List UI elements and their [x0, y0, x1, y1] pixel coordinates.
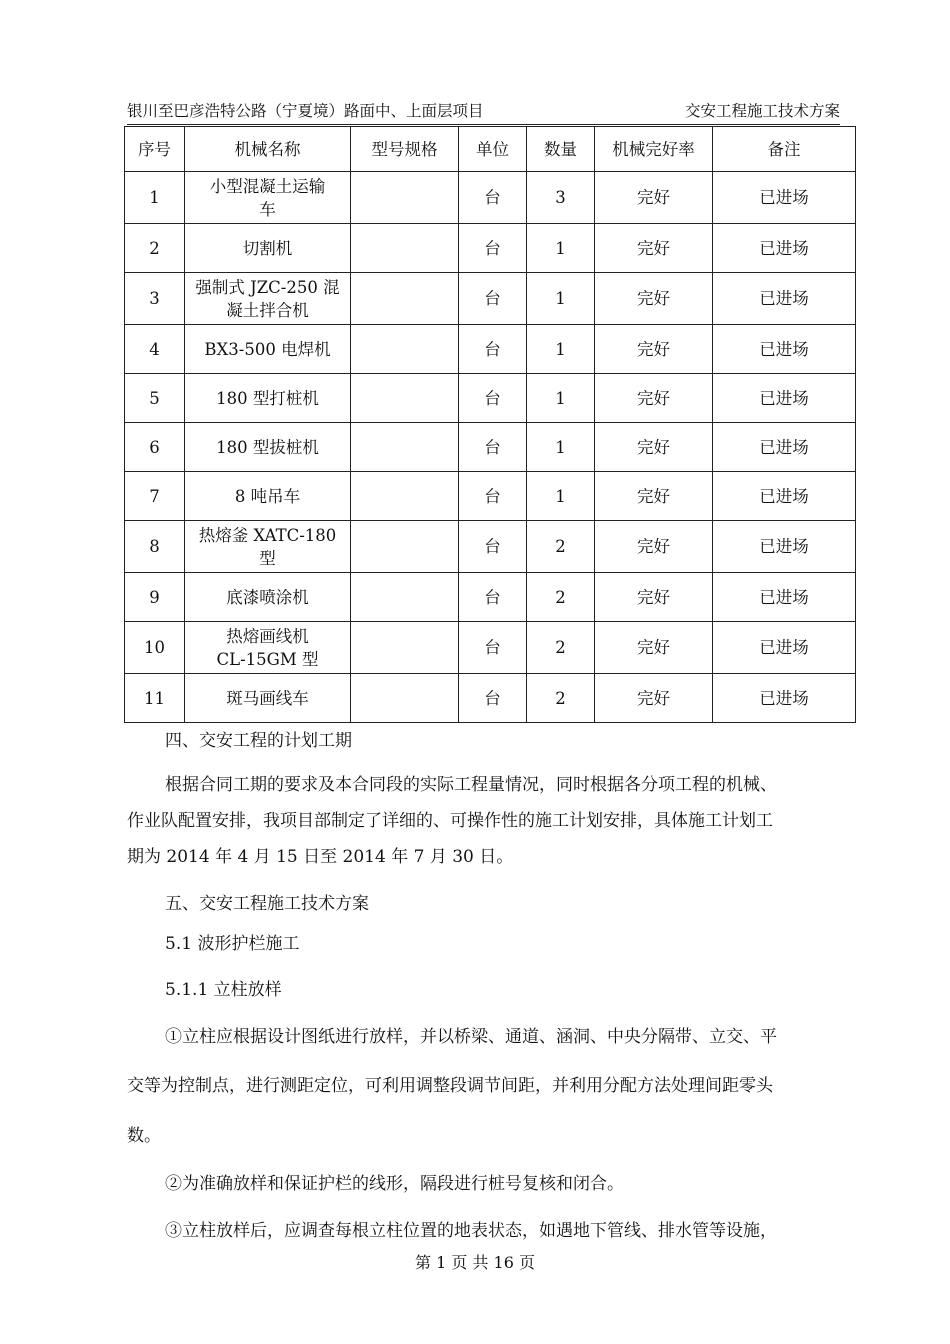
table-row	[125, 622, 856, 674]
cell-name	[185, 622, 351, 674]
table-row	[125, 674, 856, 723]
cell-no: 4	[125, 325, 185, 374]
col-header-unit: 单位	[459, 127, 527, 172]
table-header-row	[125, 127, 856, 172]
cell-name	[185, 273, 351, 325]
cell-spec	[351, 472, 459, 521]
cell-unit: 台	[459, 674, 527, 723]
cell-unit: 台	[459, 374, 527, 423]
col-header-name: 机械名称	[185, 127, 351, 172]
cell-rate: 完好	[595, 472, 713, 521]
cell-qty: 1	[527, 273, 595, 325]
cell-name-line: 强制式 JZC-250 混	[195, 277, 340, 297]
cell-unit: 台	[459, 573, 527, 622]
col-header-qty: 数量	[527, 127, 595, 172]
cell-rate: 完好	[595, 325, 713, 374]
cell-spec	[351, 622, 459, 674]
cell-no: 1	[125, 172, 185, 224]
table-row	[125, 273, 856, 325]
cell-name-line: 180 型打桩机	[216, 388, 319, 408]
table-row	[125, 423, 856, 472]
cell-rate: 完好	[595, 573, 713, 622]
cell-unit: 台	[459, 273, 527, 325]
cell-name-line: 型	[259, 548, 276, 568]
cell-name-line: 热熔画线机	[226, 626, 309, 646]
cell-qty: 2	[527, 674, 595, 723]
cell-unit: 台	[459, 472, 527, 521]
cell-note: 已进场	[713, 172, 856, 224]
item-1-line-1: ①立柱应根据设计图纸进行放样，并以桥梁、通道、涵洞、中央分隔带、立交、平	[165, 1027, 777, 1047]
col-header-spec: 型号规格	[351, 127, 459, 172]
header-document-title: 交安工程施工技术方案	[684, 102, 840, 120]
cell-no: 11	[125, 674, 185, 723]
cell-note: 已进场	[713, 674, 856, 723]
cell-spec	[351, 674, 459, 723]
cell-name-line: CL-15GM 型	[216, 649, 319, 669]
cell-name-line: 小型混凝土运输	[209, 176, 326, 196]
cell-name	[185, 172, 351, 224]
header-project-title: 银川至巴彦浩特公路（宁夏境）路面中、上面层项目	[127, 102, 484, 120]
table-row	[125, 472, 856, 521]
cell-spec	[351, 224, 459, 273]
cell-no: 9	[125, 573, 185, 622]
cell-unit: 台	[459, 622, 527, 674]
cell-note: 已进场	[713, 423, 856, 472]
cell-unit: 台	[459, 423, 527, 472]
cell-name	[185, 674, 351, 723]
subsection-5-1-1: 5.1.1 立柱放样	[165, 980, 282, 1000]
cell-rate: 完好	[595, 224, 713, 273]
cell-qty: 2	[527, 573, 595, 622]
cell-name-line: 180 型拔桩机	[216, 437, 319, 457]
cell-rate: 完好	[595, 374, 713, 423]
cell-name	[185, 573, 351, 622]
page-header	[127, 98, 840, 125]
section-5-title: 五、交安工程施工技术方案	[165, 894, 369, 914]
section-4-para-line-3: 期为 2014 年 4 月 15 日至 2014 年 7 月 30 日。	[127, 847, 514, 867]
cell-name-line: 车	[259, 199, 276, 219]
cell-name-line: 8 吨吊车	[234, 486, 301, 506]
page-footer: 第 1 页 共 16 页	[415, 1253, 535, 1272]
cell-unit: 台	[459, 172, 527, 224]
col-header-note: 备注	[713, 127, 856, 172]
cell-rate: 完好	[595, 674, 713, 723]
cell-qty: 1	[527, 472, 595, 521]
cell-note: 已进场	[713, 374, 856, 423]
cell-name-line: 斑马画线车	[226, 688, 309, 708]
cell-name-line: BX3-500 电焊机	[204, 339, 331, 359]
item-1-line-3: 数。	[127, 1126, 161, 1146]
cell-note: 已进场	[713, 325, 856, 374]
cell-qty: 2	[527, 622, 595, 674]
cell-qty: 3	[527, 172, 595, 224]
table-row	[125, 224, 856, 273]
cell-note: 已进场	[713, 573, 856, 622]
cell-name	[185, 325, 351, 374]
cell-note: 已进场	[713, 472, 856, 521]
cell-name	[185, 224, 351, 273]
cell-qty: 1	[527, 423, 595, 472]
table-row	[125, 521, 856, 573]
cell-rate: 完好	[595, 622, 713, 674]
cell-no: 3	[125, 273, 185, 325]
item-1-line-2: 交等为控制点，进行测距定位，可利用调整段调节间距，并利用分配方法处理间距零头	[127, 1076, 773, 1096]
col-header-no: 序号	[125, 127, 185, 172]
table-row	[125, 573, 856, 622]
col-header-rate: 机械完好率	[595, 127, 713, 172]
cell-no: 10	[125, 622, 185, 674]
cell-name	[185, 374, 351, 423]
table-row	[125, 374, 856, 423]
cell-unit: 台	[459, 325, 527, 374]
cell-note: 已进场	[713, 273, 856, 325]
cell-unit: 台	[459, 521, 527, 573]
section-4-title: 四、交安工程的计划工期	[165, 731, 352, 751]
cell-qty: 2	[527, 521, 595, 573]
cell-spec	[351, 374, 459, 423]
cell-note: 已进场	[713, 224, 856, 273]
cell-name-line: 切割机	[242, 238, 293, 258]
section-4-para-line-1: 根据合同工期的要求及本合同段的实际工程量情况，同时根据各分项工程的机械、	[165, 775, 777, 795]
cell-name-line: 底漆喷涂机	[226, 587, 309, 607]
table-row	[125, 325, 856, 374]
cell-qty: 1	[527, 374, 595, 423]
cell-spec	[351, 172, 459, 224]
cell-qty: 1	[527, 224, 595, 273]
cell-note: 已进场	[713, 521, 856, 573]
cell-no: 6	[125, 423, 185, 472]
cell-no: 8	[125, 521, 185, 573]
cell-no: 7	[125, 472, 185, 521]
cell-no: 5	[125, 374, 185, 423]
cell-spec	[351, 325, 459, 374]
cell-spec	[351, 423, 459, 472]
cell-spec	[351, 273, 459, 325]
table-row	[125, 172, 856, 224]
cell-unit: 台	[459, 224, 527, 273]
cell-rate: 完好	[595, 172, 713, 224]
cell-name	[185, 472, 351, 521]
equipment-table	[124, 126, 856, 723]
cell-rate: 完好	[595, 521, 713, 573]
item-3-line-1: ③立柱放样后，应调查每根立柱位置的地表状态，如遇地下管线、排水管等设施，	[165, 1221, 777, 1241]
cell-note: 已进场	[713, 622, 856, 674]
cell-rate: 完好	[595, 273, 713, 325]
cell-rate: 完好	[595, 423, 713, 472]
cell-no: 2	[125, 224, 185, 273]
cell-name-line: 凝土拌合机	[226, 300, 309, 320]
subsection-5-1: 5.1 波形护栏施工	[165, 934, 300, 954]
item-2: ②为准确放样和保证护栏的线形，隔段进行桩号复核和闭合。	[165, 1174, 624, 1194]
cell-spec	[351, 573, 459, 622]
cell-name	[185, 423, 351, 472]
cell-spec	[351, 521, 459, 573]
cell-qty: 1	[527, 325, 595, 374]
cell-name-line: 热熔釜 XATC-180	[198, 525, 337, 545]
cell-name	[185, 521, 351, 573]
section-4-para-line-2: 作业队配置安排，我项目部制定了详细的、可操作性的施工计划安排，具体施工计划工	[127, 811, 773, 831]
